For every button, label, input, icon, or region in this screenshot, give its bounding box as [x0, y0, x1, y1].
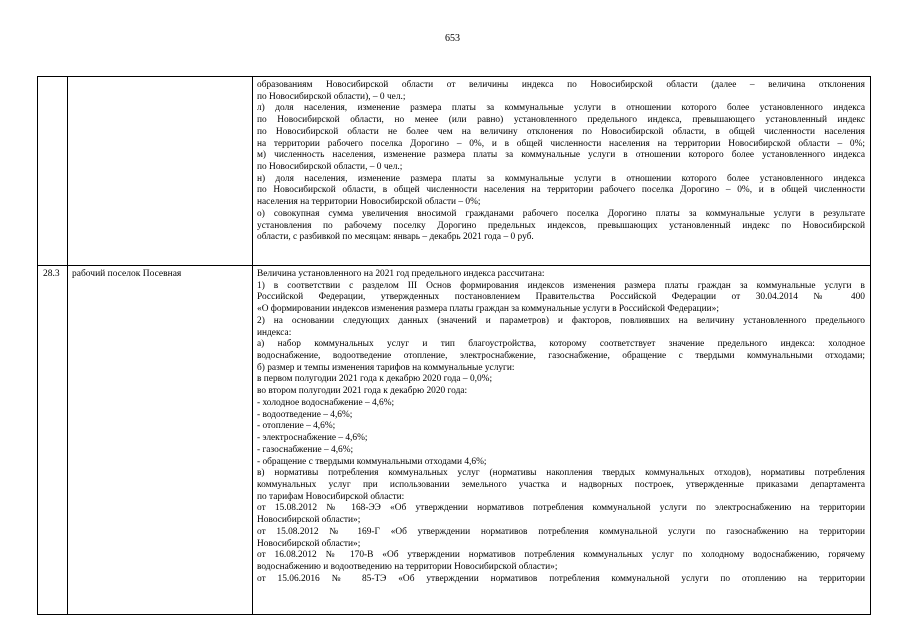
text-line: - холодное водоснабжение – 4,6%; — [257, 397, 395, 408]
page-number: 653 — [445, 33, 460, 44]
text-line: - отопление – 4,6%; — [257, 421, 336, 432]
text-line: водоснабжению и водоотведению на территории Новосибирской области»; — [257, 561, 558, 572]
text-line: а) набор коммунальных услуг и тип благоустройства, которому соответствует значение предельного индекса: холодное — [257, 339, 865, 350]
text-line: коммунальных услуг при использовании земельного участка и надворных построек, утвержденные приказами департамента — [257, 479, 865, 490]
text-line: Величина установленного на 2021 год предельного индекса рассчитана: — [257, 269, 545, 279]
row-description — [253, 77, 871, 266]
text-line: населения на территории Новосибирской области – 0%; — [257, 197, 481, 208]
document-table — [37, 76, 871, 615]
row-number: 28.3 — [38, 266, 68, 615]
text-line: л) доля населения, изменение размера платы за коммунальные услуги в отношении которого более установленного индекса — [257, 103, 865, 114]
text-line: области, с разбивкой по месяцам: январь – декабрь 2021 года – 0 руб. — [257, 232, 534, 243]
text-line: - обращение с твердыми коммунальными отходами 4,6%; — [257, 456, 487, 467]
text-line: н) доля населения, изменение размера платы за коммунальные услуги в отношении которого более установленного индекса — [257, 173, 865, 184]
text-line: - газоснабжение – 4,6%; — [257, 444, 354, 455]
text-line: Новосибирской области»; — [257, 538, 361, 549]
text-line: по Новосибирской области, в общей численности населения на территории рабочего поселка Дорогино – 0%, и в общей численности — [257, 185, 865, 196]
text-line: в первом полугодии 2021 года к декабрю 2020 года – 0,0%; — [257, 374, 493, 385]
text-line: Новосибирской области»; — [257, 515, 361, 526]
text-line: по Новосибирской области не более чем на величину отклонения по Новосибирской области, в общей численности населения — [257, 126, 865, 137]
text-line: в) нормативы потребления коммунальных услуг (нормативы накопления твердых коммунальных отходов), нормативы потребления — [257, 468, 865, 479]
text-line: от 15.08.2012 № 169-Г «Об утверждении нормативов потребления коммунальной услуги по газоснабжению на территории — [257, 526, 865, 537]
text-line: 1) в соответствии с разделом III Основ формирования индексов изменения размера платы граждан за коммунальные услуги в — [257, 280, 865, 291]
text-line: по Новосибирской области, – 0 чел.; — [257, 162, 403, 173]
text-line: Российской Федерации, утвержденных постановлением Правительства Российской Федерации от 30.04.2014 № 400 — [257, 292, 865, 303]
text-line: индекса: — [257, 327, 292, 338]
text-line: на территории рабочего поселка Дорогино – 0%, и в общей численности населения на территории Новосибирской области – 0%; — [257, 138, 865, 149]
text-line: от 15.06.2016 № 85-ТЭ «Об утверждении нормативов потребления коммунальной услуги по отоплению на территории — [257, 573, 865, 584]
text-line: образованиям Новосибирской области от величины индекса по Новосибирской области (далее – величина отклонения — [257, 80, 865, 90]
text-line: по Новосибирской области, но менее (или равно) установленного предельного индекса, превышающего установленный индекс — [257, 115, 865, 126]
row-number — [38, 77, 68, 266]
description-lines — [257, 80, 865, 244]
text-line: установления по рабочему поселку Дорогино предельных индексов, превышающих установленный индекс по Новосибирской — [257, 220, 865, 231]
text-line: - водоотведение – 4,6%; — [257, 409, 353, 420]
description-lines — [257, 269, 865, 585]
table-row — [38, 266, 871, 615]
text-line: - электроснабжение – 4,6%; — [257, 433, 368, 444]
settlement-name: рабочий поселок Посевная — [68, 266, 253, 615]
text-line: м) численность населения, изменение размера платы за коммунальные услуги в отношении которого более установленного индекса — [257, 150, 865, 161]
text-line: о) совокупная сумма увеличения вносимой гражданами рабочего поселка Дорогино платы за коммунальные услуги в результате — [257, 208, 865, 219]
text-line: по Новосибирской области), – 0 чел.; — [257, 91, 406, 102]
text-line: от 15.08.2012 № 168-ЭЭ «Об утверждении нормативов потребления коммунальной услуги по электроснабжению на территории — [257, 503, 865, 514]
settlement-name — [68, 77, 253, 266]
text-line: водоснабжение, водоотведение отопление, электроснабжение, газоснабжение, обращение с твердыми коммунальными отходами; — [257, 351, 865, 362]
table-row — [38, 77, 871, 266]
text-line: «О формировании индексов изменения размера платы граждан за коммунальные услуги в Российской Федерации»; — [257, 304, 719, 315]
text-line: б) размер и темпы изменения тарифов на коммунальные услуги: — [257, 362, 515, 373]
row-description — [253, 266, 871, 615]
text-line: во втором полугодии 2021 года к декабрю 2020 года: — [257, 386, 468, 397]
text-line: от 16.08.2012 № 170-В «Об утверждении нормативов потребления коммунальных услуг по холодному водоснабжению, горячему — [257, 550, 865, 561]
text-line: 2) на основании следующих данных (значений и параметров) и факторов, повлиявших на величину установленного предельного — [257, 315, 865, 326]
text-line: по тарифам Новосибирской области: — [257, 491, 405, 502]
